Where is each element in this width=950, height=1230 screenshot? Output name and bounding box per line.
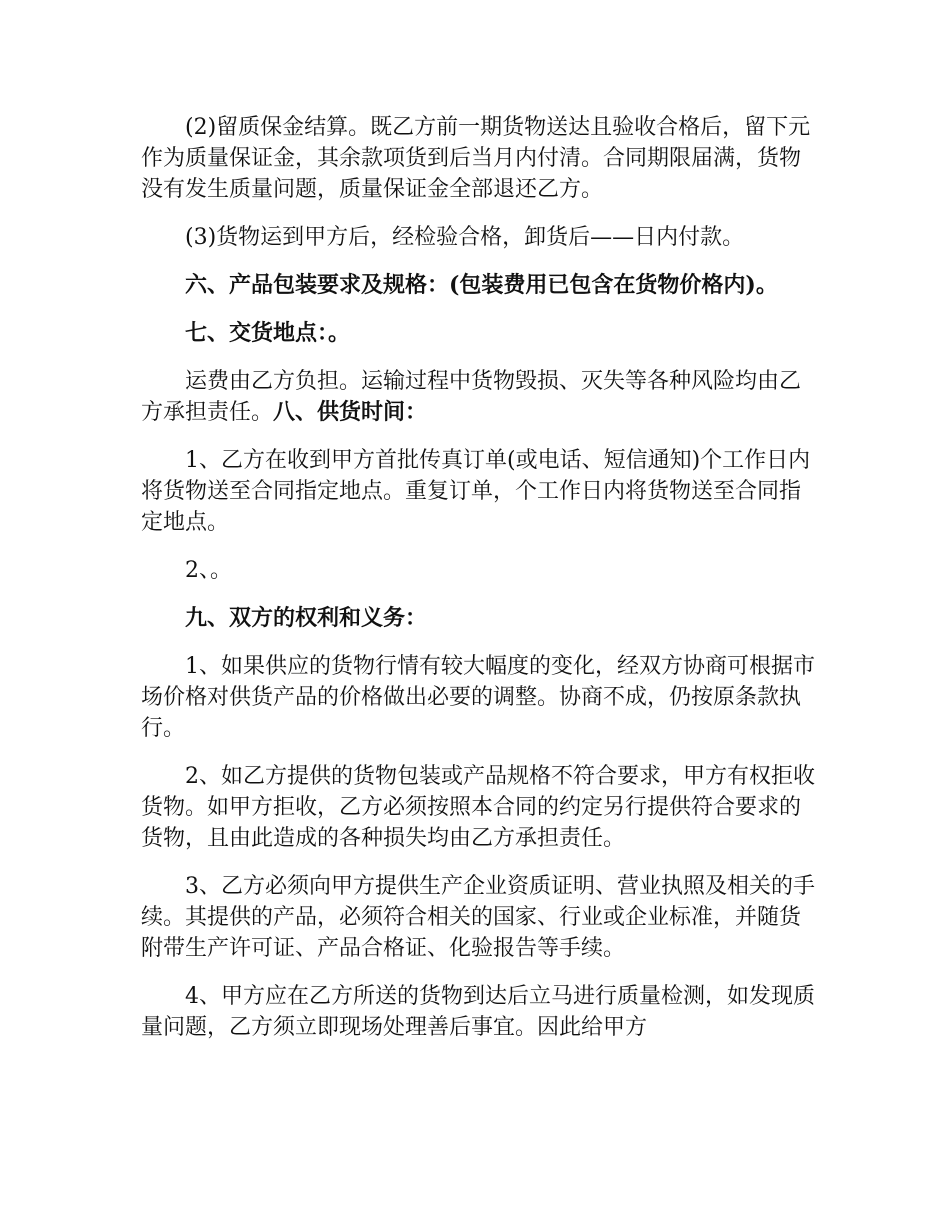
section-heading-delivery-location: 七、交货地点：。 — [185, 320, 351, 346]
section-heading-rights-obligations: 九、双方的权利和义务： — [185, 605, 428, 631]
paragraph-supply-item-2: 2、。 — [185, 558, 232, 583]
paragraph-payment-after-inspection: (3)货物运到甲方后，经检验合格，卸货后——日内付款。 — [185, 225, 745, 250]
paragraph-deposit-settlement: (2)留质保金结算。既乙方前一期货物送达且验收合格后，留下元作为质量保证金，其余款项货到后当月内付清。合同期限届满，货物没有发生质量问题，质量保证金全部退还乙方。 — [141, 115, 811, 202]
paragraph-price-adjustment: 1、如果供应的货物行情有较大幅度的变化，经双方协商可根据市场价格对供货产品的价格做出必要的调整。协商不成，仍按原条款执行。 — [141, 654, 815, 741]
paragraph-freight — [141, 366, 821, 428]
paragraph-rejection-right: 2、如乙方提供的货物包装或产品规格不符合要求，甲方有权拒收货物。如甲方拒收，乙方必须按照本合同的约定另行提供符合要求的货物，且由此造成的各种损失均由乙方承担责任。 — [141, 764, 815, 851]
paragraph-quality-inspection: 4、甲方应在乙方所送的货物到达后立马进行质量检测，如发现质量问题，乙方须立即现场处理善后事宜。因此给甲方 — [141, 984, 815, 1040]
section-heading-supply-time: 八、供货时间： — [273, 399, 428, 425]
section-heading-packaging: 六、产品包装要求及规格：(包装费用已包含在货物价格内)。 — [185, 272, 778, 298]
document-body — [141, 112, 821, 1060]
paragraph-supply-order: 1、乙方在收到甲方首批传真订单(或电话、短信通知)个工作日内将货物送至合同指定地点。重复订单，个工作日内将货物送至合同指定地点。 — [141, 448, 811, 535]
paragraph-qualification-docs: 3、乙方必须向甲方提供生产企业资质证明、营业执照及相关的手续。其提供的产品，必须符合相关的国家、行业或企业标准，并随货附带生产许可证、产品合格证、化验报告等手续。 — [141, 874, 815, 961]
freight-text: 运费由乙方负担。运输过程中货物毁损、灭失等各种风险均由乙方承担责任。 — [141, 369, 802, 425]
